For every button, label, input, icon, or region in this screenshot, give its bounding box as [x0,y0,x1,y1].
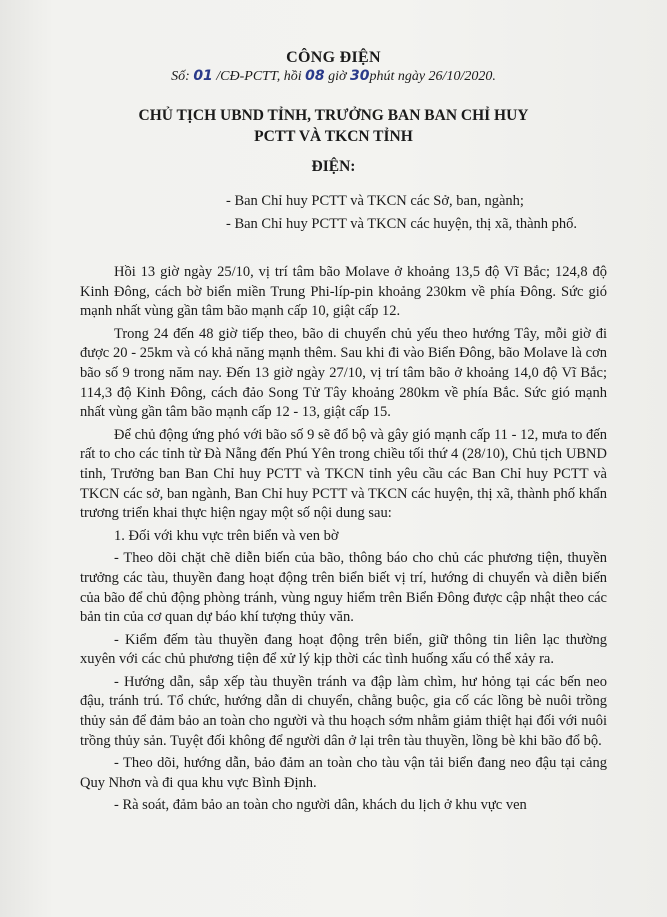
ref-number-handwritten: 01 [193,68,213,84]
body-paragraph: Hồi 13 giờ ngày 25/10, vị trí tâm bão Molave ở khoảng 13,5 độ Vĩ Bắc; 124,8 độ Kinh Đông, cách bờ biển miền Trung Phi-líp-pin khoảng 230km về phía Đông. Sức gió mạnh nhất vùng gần tâm bão mạnh cấp 10, giật cấp 12. [80,264,607,320]
recipient-item: - Ban Chỉ huy PCTT và TKCN các Sở, ban, ngành; [226,193,524,209]
dien-label: ĐIỆN: [311,158,356,175]
section-heading: 1. Đối với khu vực trên biển và ven bờ [114,527,339,544]
document-body [80,263,607,819]
body-list-item: - Rà soát, đảm bảo an toàn cho người dân, khách du lịch ở khu vực ven [114,797,527,814]
recipient-item: - Ban Chỉ huy PCTT và TKCN các huyện, thị xã, thành phố. [226,216,578,232]
sender-line-2: PCTT VÀ TKCN TỈNH [254,128,413,145]
document-reference-line [0,68,667,85]
body-list-item: - Hướng dẫn, sắp xếp tàu thuyền tránh va đập làm chìm, hư hỏng tại các bến neo đậu, tránh trú. Tổ chức, hướng dẫn di chuyển, chằng buộc, gia cố các lồng bè nuôi trồng thủy sản để đảm bảo an toàn cho người và thu hoạch sớm nhằm giảm thiệt hại đối với nuôi trồng thủy sản. Tuyệt đối không để người dân ở lại trên tàu thuyền, lồng bè khi bão đổ bộ. [80,673,607,749]
ref-minute-handwritten: 30 [349,68,370,84]
body-list-item: - Theo dõi chặt chẽ diễn biến của bão, thông báo cho chủ các phương tiện, thuyền trưởng các tàu, thuyền đang hoạt động trên biển biết vị trí, hướng di chuyển và diễn biến của bão để chủ động phòng tránh, vùng nguy hiểm trên Biển Đông được cập nhật theo các bản tin của cơ quan dự báo khí tượng thủy văn. [80,550,607,626]
recipients-list [226,190,577,236]
sender-line-1: CHỦ TỊCH UBND TỈNH, TRƯỞNG BAN BAN CHỈ HUY [138,107,529,124]
body-paragraph: Trong 24 đến 48 giờ tiếp theo, bão di chuyển chủ yếu theo hướng Tây, mỗi giờ đi được 20 - 25km và có khả năng mạnh thêm. Sau khi đi vào Biển Đông, bão Molave là cơn bão số 9 trong năm nay. Đến 13 giờ ngày 27/10, vị trí tâm bão ở khoảng 14,0 độ Vĩ Bắc; 114,3 độ Kinh Đông, cách đảo Song Tử Tây khoảng 280km về phía Bắc. Sức gió mạnh nhất vùng gần tâm bão mạnh cấp 12 - 13, giật cấp 15. [80,325,607,421]
ref-hour-suffix: giờ [324,69,350,84]
ref-hour-handwritten: 08 [305,68,325,84]
body-list-item: - Theo dõi, hướng dẫn, bảo đảm an toàn cho tàu vận tải biển đang neo đậu tại cảng Quy Nhơn và đi qua khu vực Bình Định. [80,755,607,791]
body-paragraph: Để chủ động ứng phó với bão số 9 sẽ đổ bộ và gây gió mạnh cấp 11 - 12, mưa to đến rất to cho các tỉnh từ Đà Nẵng đến Phú Yên trong chiều tối thứ 4 (28/10), Chủ tịch UBND tỉnh, Trưởng ban Ban Chỉ huy PCTT và TKCN tỉnh yêu cầu các Ban Chỉ huy PCTT và TKCN các sở, ban ngành, Ban Chỉ huy PCTT và TKCN các huyện, thị xã, thành phố khẩn trương triển khai thực hiện ngay một số nội dung sau: [80,426,607,522]
body-list-item: - Kiểm đếm tàu thuyền đang hoạt động trên biển, giữ thông tin liên lạc thường xuyên với các chủ phương tiện để xử lý kịp thời các tình huống xấu có thể xảy ra. [80,631,607,668]
sender-block [0,105,667,147]
ref-prefix: Số: [171,69,194,84]
document-type-title: CÔNG ĐIỆN [286,49,381,66]
ref-mid: /CĐ-PCTT, hồi [212,69,306,84]
ref-suffix: phút ngày 26/10/2020. [369,69,496,84]
